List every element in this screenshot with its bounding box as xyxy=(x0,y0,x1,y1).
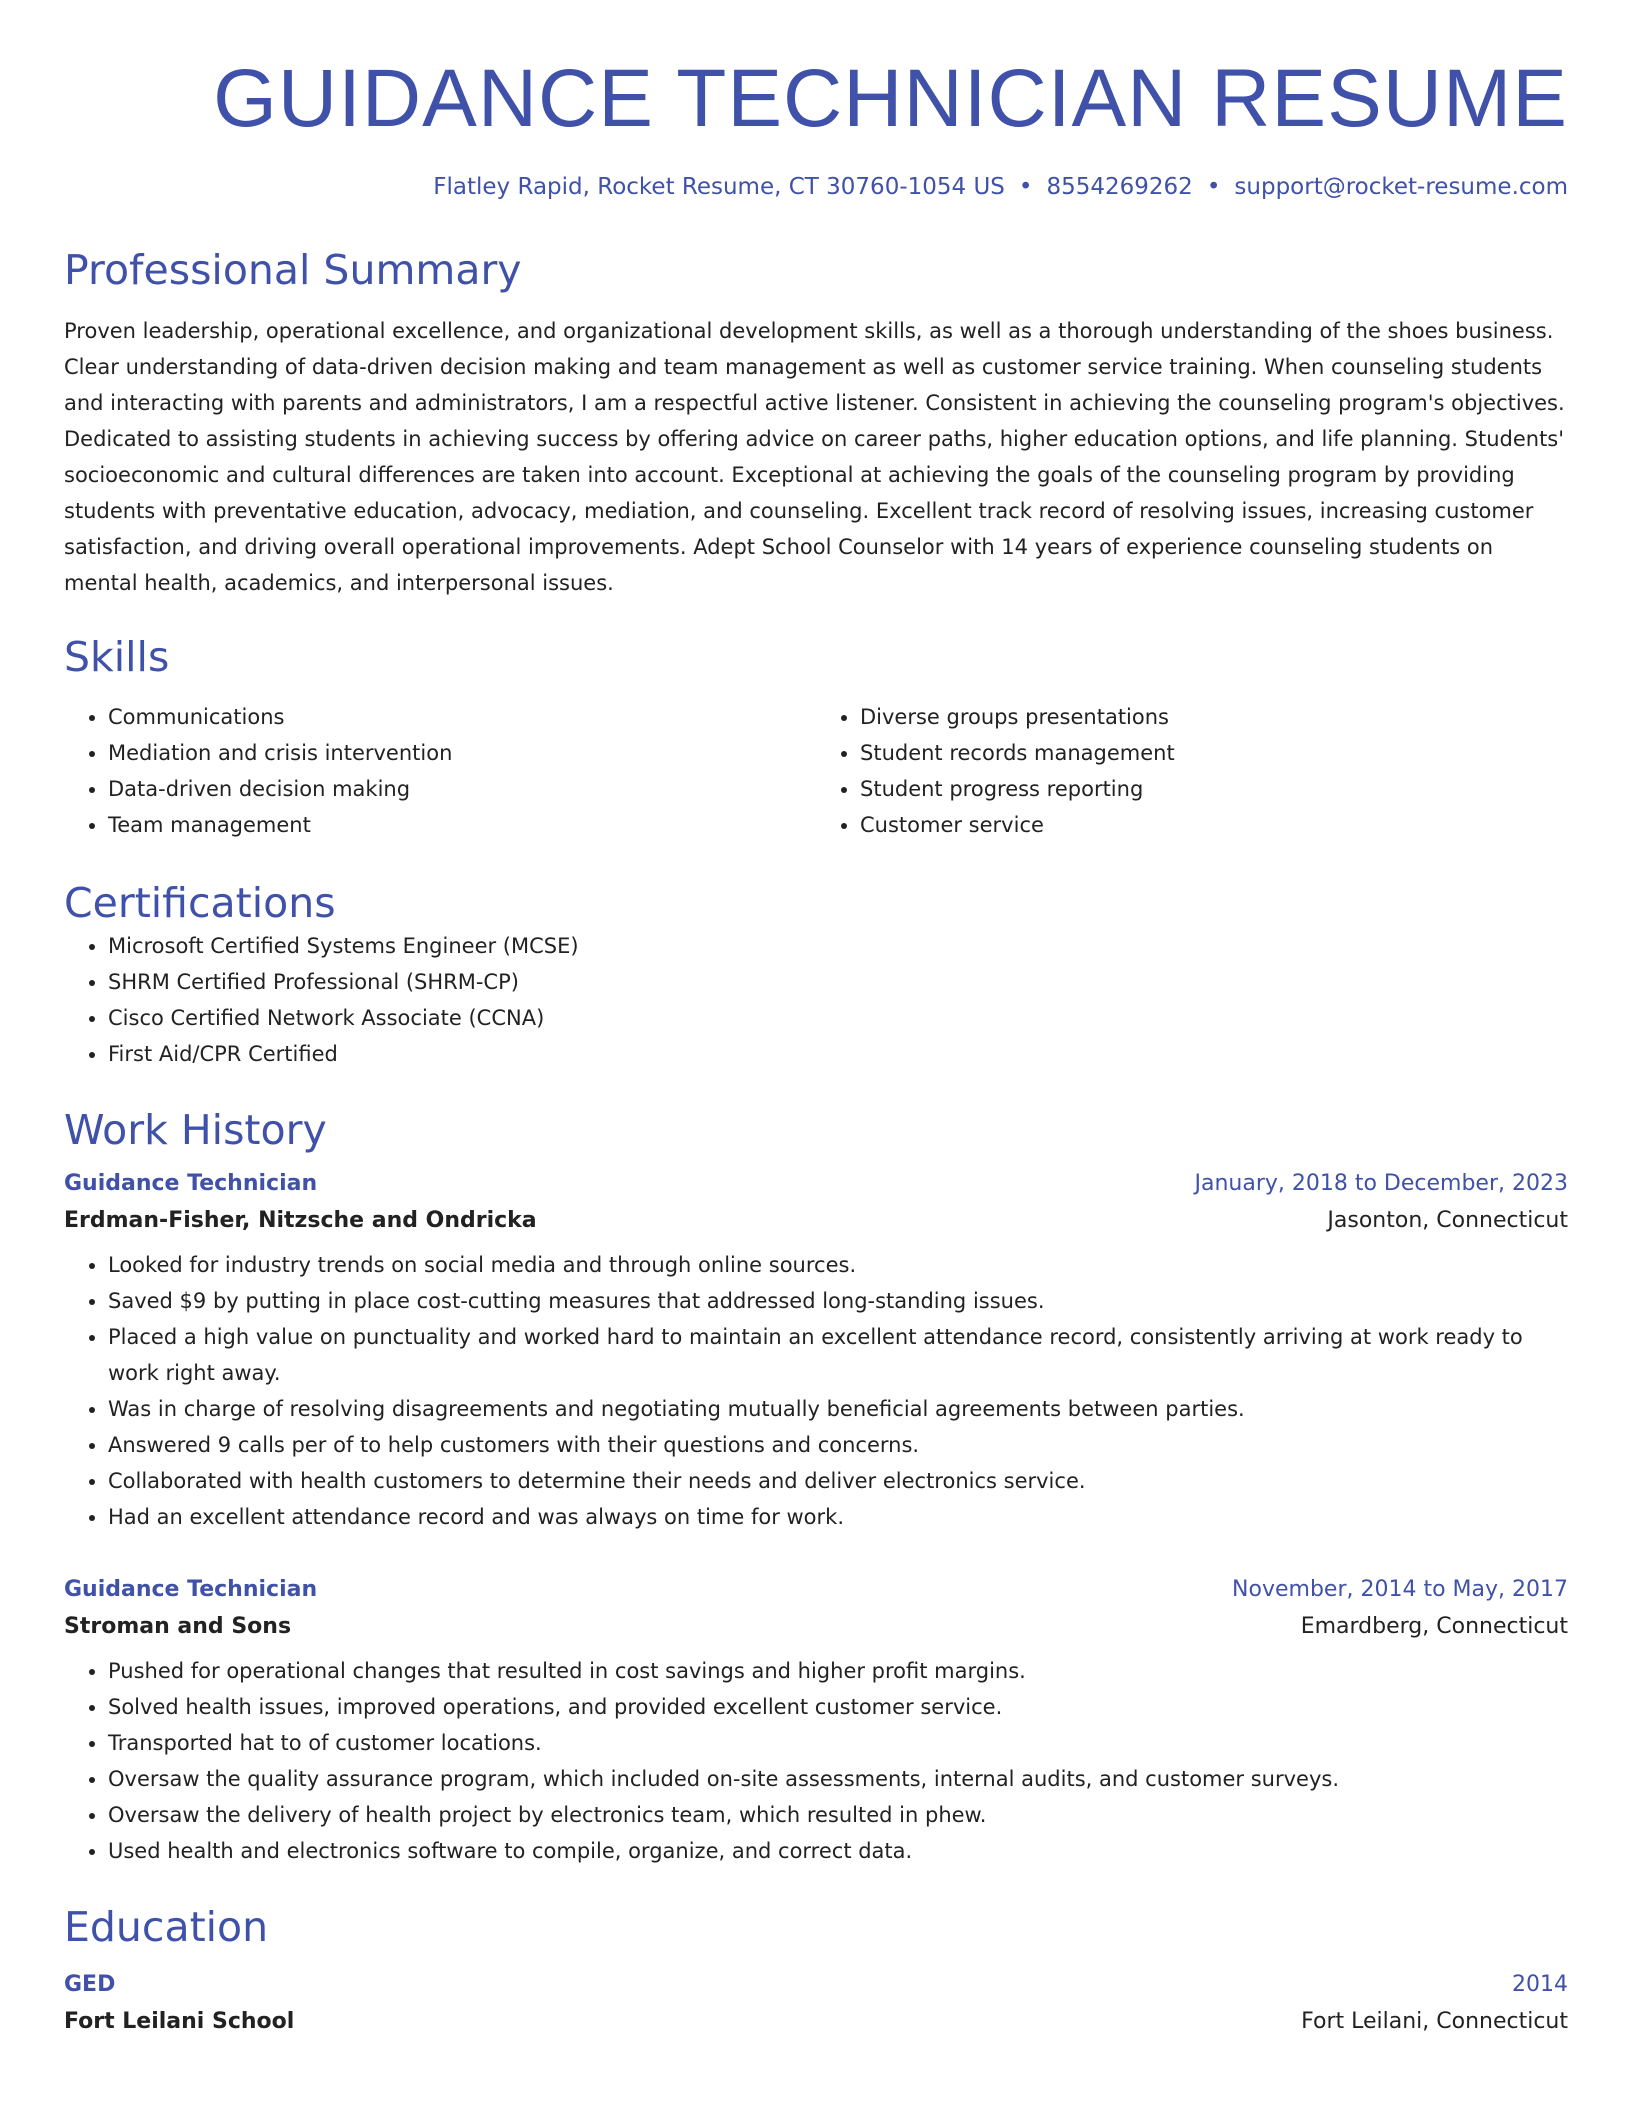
resume-title: GUIDANCE TECHNICIAN RESUME xyxy=(213,53,1568,144)
job-header-row xyxy=(64,1171,1568,1196)
skills-heading: Skills xyxy=(64,633,170,682)
summary-text: Proven leadership, operational excellence, and organizational development skills, as well as a thorough understanding of the shoes business. Clear understanding of data-driven decision making and team management as well as customer service training. When counseling students and interacting with parents and administrators, I am a respectful active listener. Consistent in achieving the counseling program's objectives. Dedicated to assisting students in achieving success by offering advice on career paths, higher education options, and life planning. Students' socioeconomic and cultural differences are taken into account. Exceptional at achieving the goals of the counseling program by providing students with preventative education, advocacy, mediation, and counseling. Excellent track record of resolving issues, increasing customer satisfaction, and driving overall operational improvements. Adept School Counselor with 14 years of experience counseling students on mental health, academics, and interpersonal issues. xyxy=(64,319,1565,596)
job-duty: • Placed a high value on punctuality and worked hard to maintain an excellent attendance record, consistently arriving at work ready to work right away. xyxy=(108,1319,1568,1391)
job-duty: • Used health and electronics software to compile, organize, and correct data. xyxy=(108,1833,1568,1869)
contact-line xyxy=(64,174,1568,200)
job-location: Emardberg, Connecticut xyxy=(1300,1613,1568,1639)
education-header-row xyxy=(64,1972,1568,1997)
certifications-heading: Certifications xyxy=(64,878,336,927)
work-history-heading: Work History xyxy=(64,1105,327,1154)
job-duty: • Pushed for operational changes that resulted in cost savings and higher profit margins. xyxy=(108,1653,1568,1689)
job-location: Jasonton, Connecticut xyxy=(1327,1207,1568,1233)
skill-item: • Mediation and crisis intervention xyxy=(108,735,816,771)
job-employer: Stroman and Sons xyxy=(64,1613,292,1639)
certification-item: • SHRM Certified Professional (SHRM-CP) xyxy=(108,964,1568,1000)
skill-item: • Diverse groups presentations xyxy=(860,699,1568,735)
skills-columns xyxy=(64,699,1568,843)
job-employer-row xyxy=(64,1208,1568,1233)
job-duty: • Looked for industry trends on social media and through online sources. xyxy=(108,1247,1568,1283)
skills-list-right xyxy=(816,699,1568,843)
education-section xyxy=(64,1903,1568,2034)
job-duty: • Had an excellent attendance record and was always on time for work. xyxy=(108,1499,1568,1535)
job-duty: • Answered 9 calls per of to help customers with their questions and concerns. xyxy=(108,1427,1568,1463)
contact-phone: 8554269262 xyxy=(1046,174,1193,201)
skills-list-left xyxy=(64,699,816,843)
work-history-section xyxy=(64,1106,1568,1869)
education-location: Fort Leilani, Connecticut xyxy=(1301,2009,1568,2035)
contact-separator: • xyxy=(1206,174,1221,201)
job-duty: • Was in charge of resolving disagreements and negotiating mutually beneficial agreements between parties. xyxy=(108,1391,1568,1427)
summary-section xyxy=(64,246,1568,601)
education-heading: Education xyxy=(64,1902,269,1951)
skills-section xyxy=(64,633,1568,842)
job-duty: • Collaborated with health customers to determine their needs and deliver electronics service. xyxy=(108,1463,1568,1499)
job-header-row xyxy=(64,1577,1568,1602)
job-entry xyxy=(64,1577,1568,1869)
job-duty: • Oversaw the quality assurance program, which included on-site assessments, internal audits, and customer surveys. xyxy=(108,1761,1568,1797)
summary-heading: Professional Summary xyxy=(64,246,522,295)
skill-item: • Student progress reporting xyxy=(860,771,1568,807)
job-dates: January, 2018 to December, 2023 xyxy=(1194,1170,1568,1196)
resume-header xyxy=(64,0,1568,200)
job-duty: • Solved health issues, improved operations, and provided excellent customer service. xyxy=(108,1689,1568,1725)
certification-item: • Cisco Certified Network Associate (CCNA) xyxy=(108,1000,1568,1036)
skill-item: • Team management xyxy=(108,807,816,843)
skill-item: • Communications xyxy=(108,699,816,735)
job-duty: • Oversaw the delivery of health project by electronics team, which resulted in phew. xyxy=(108,1797,1568,1833)
skill-item: • Data-driven decision making xyxy=(108,771,816,807)
education-year: 2014 xyxy=(1512,1972,1568,1998)
job-duties-list xyxy=(64,1247,1568,1535)
education-degree: GED xyxy=(64,1972,116,1998)
education-school: Fort Leilani School xyxy=(64,2009,295,2035)
education-school-row xyxy=(64,2009,1568,2034)
job-duties-list xyxy=(64,1653,1568,1869)
certification-item: • Microsoft Certified Systems Engineer (MCSE) xyxy=(108,928,1568,964)
job-employer: Erdman-Fisher, Nitzsche and Ondricka xyxy=(64,1207,537,1233)
job-dates: November, 2014 to May, 2017 xyxy=(1232,1576,1568,1602)
education-entry xyxy=(64,1972,1568,2034)
job-title: Guidance Technician xyxy=(64,1170,318,1196)
skill-item: • Customer service xyxy=(860,807,1568,843)
job-duty: • Saved $9 by putting in place cost-cutting measures that addressed long-standing issues. xyxy=(108,1283,1568,1319)
contact-email: support@rocket-resume.com xyxy=(1234,174,1568,201)
skill-item: • Student records management xyxy=(860,735,1568,771)
contact-address: Flatley Rapid, Rocket Resume, CT 30760-1054 US xyxy=(433,174,1005,201)
job-title: Guidance Technician xyxy=(64,1576,318,1602)
job-duty: • Transported hat to of customer locations. xyxy=(108,1725,1568,1761)
job-employer-row xyxy=(64,1614,1568,1639)
contact-separator: • xyxy=(1018,174,1033,201)
job-entry xyxy=(64,1171,1568,1535)
certification-item: • First Aid/CPR Certified xyxy=(108,1036,1568,1072)
certifications-list xyxy=(64,928,1568,1072)
certifications-section xyxy=(64,879,1568,1072)
